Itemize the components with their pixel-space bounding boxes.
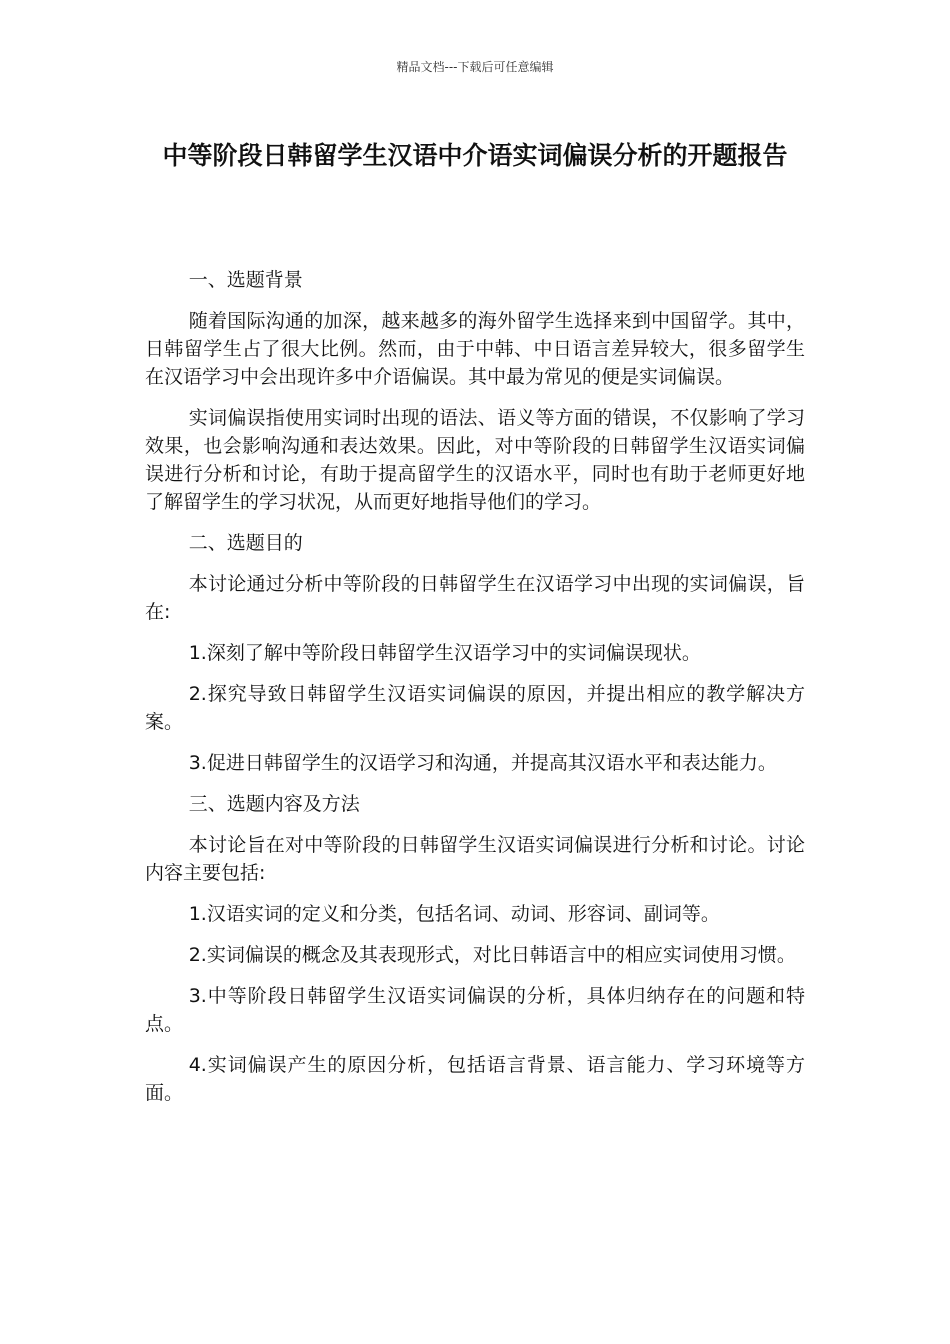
section-heading-purpose: 二、选题目的 xyxy=(188,532,303,554)
list-item: 4.实词偏误产生的原因分析，包括语言背景、语言能力、学习环境等方面。 xyxy=(145,1054,805,1104)
list-item: 1.汉语实词的定义和分类，包括名词、动词、形容词、副词等。 xyxy=(188,903,720,925)
paragraph: 实词偏误指使用实词时出现的语法、语义等方面的错误，不仅影响了学习效果，也会影响沟通和表达效果。因此，对中等阶段的日韩留学生汉语实词偏误进行分析和讨论，有助于提高留学生的汉语水平，同时也有助于老师更好地了解留学生的学习状况，从而更好地指导他们的学习。 xyxy=(145,407,805,513)
header-note: 精品文档---下载后可任意编辑 xyxy=(396,60,554,74)
paragraph: 本讨论通过分析中等阶段的日韩留学生在汉语学习中出现的实词偏误，旨在: xyxy=(145,573,805,623)
section-heading-background: 一、选题背景 xyxy=(188,269,303,291)
list-item: 1.深刻了解中等阶段日韩留学生汉语学习中的实词偏误现状。 xyxy=(188,642,701,664)
paragraph: 本讨论旨在对中等阶段的日韩留学生汉语实词偏误进行分析和讨论。讨论内容主要包括: xyxy=(145,834,805,884)
list-item: 2.实词偏误的概念及其表现形式，对比日韩语言中的相应实词使用习惯。 xyxy=(188,944,796,966)
paragraph: 随着国际沟通的加深，越来越多的海外留学生选择来到中国留学。其中，日韩留学生占了很大比例。然而，由于中韩、中日语言差异较大，很多留学生在汉语学习中会出现许多中介语偏误。其中最为常见的便是实词偏误。 xyxy=(145,310,805,388)
document-title: 中等阶段日韩留学生汉语中介语实词偏误分析的开题报告 xyxy=(162,141,788,170)
list-item: 3.促进日韩留学生的汉语学习和沟通，并提高其汉语水平和表达能力。 xyxy=(188,752,777,774)
list-item: 3.中等阶段日韩留学生汉语实词偏误的分析，具体归纳存在的问题和特点。 xyxy=(145,985,805,1035)
section-heading-content-method: 三、选题内容及方法 xyxy=(188,793,360,815)
document-body xyxy=(145,266,805,1120)
list-item: 2.探究导致日韩留学生汉语实词偏误的原因，并提出相应的教学解决方案。 xyxy=(145,683,805,733)
